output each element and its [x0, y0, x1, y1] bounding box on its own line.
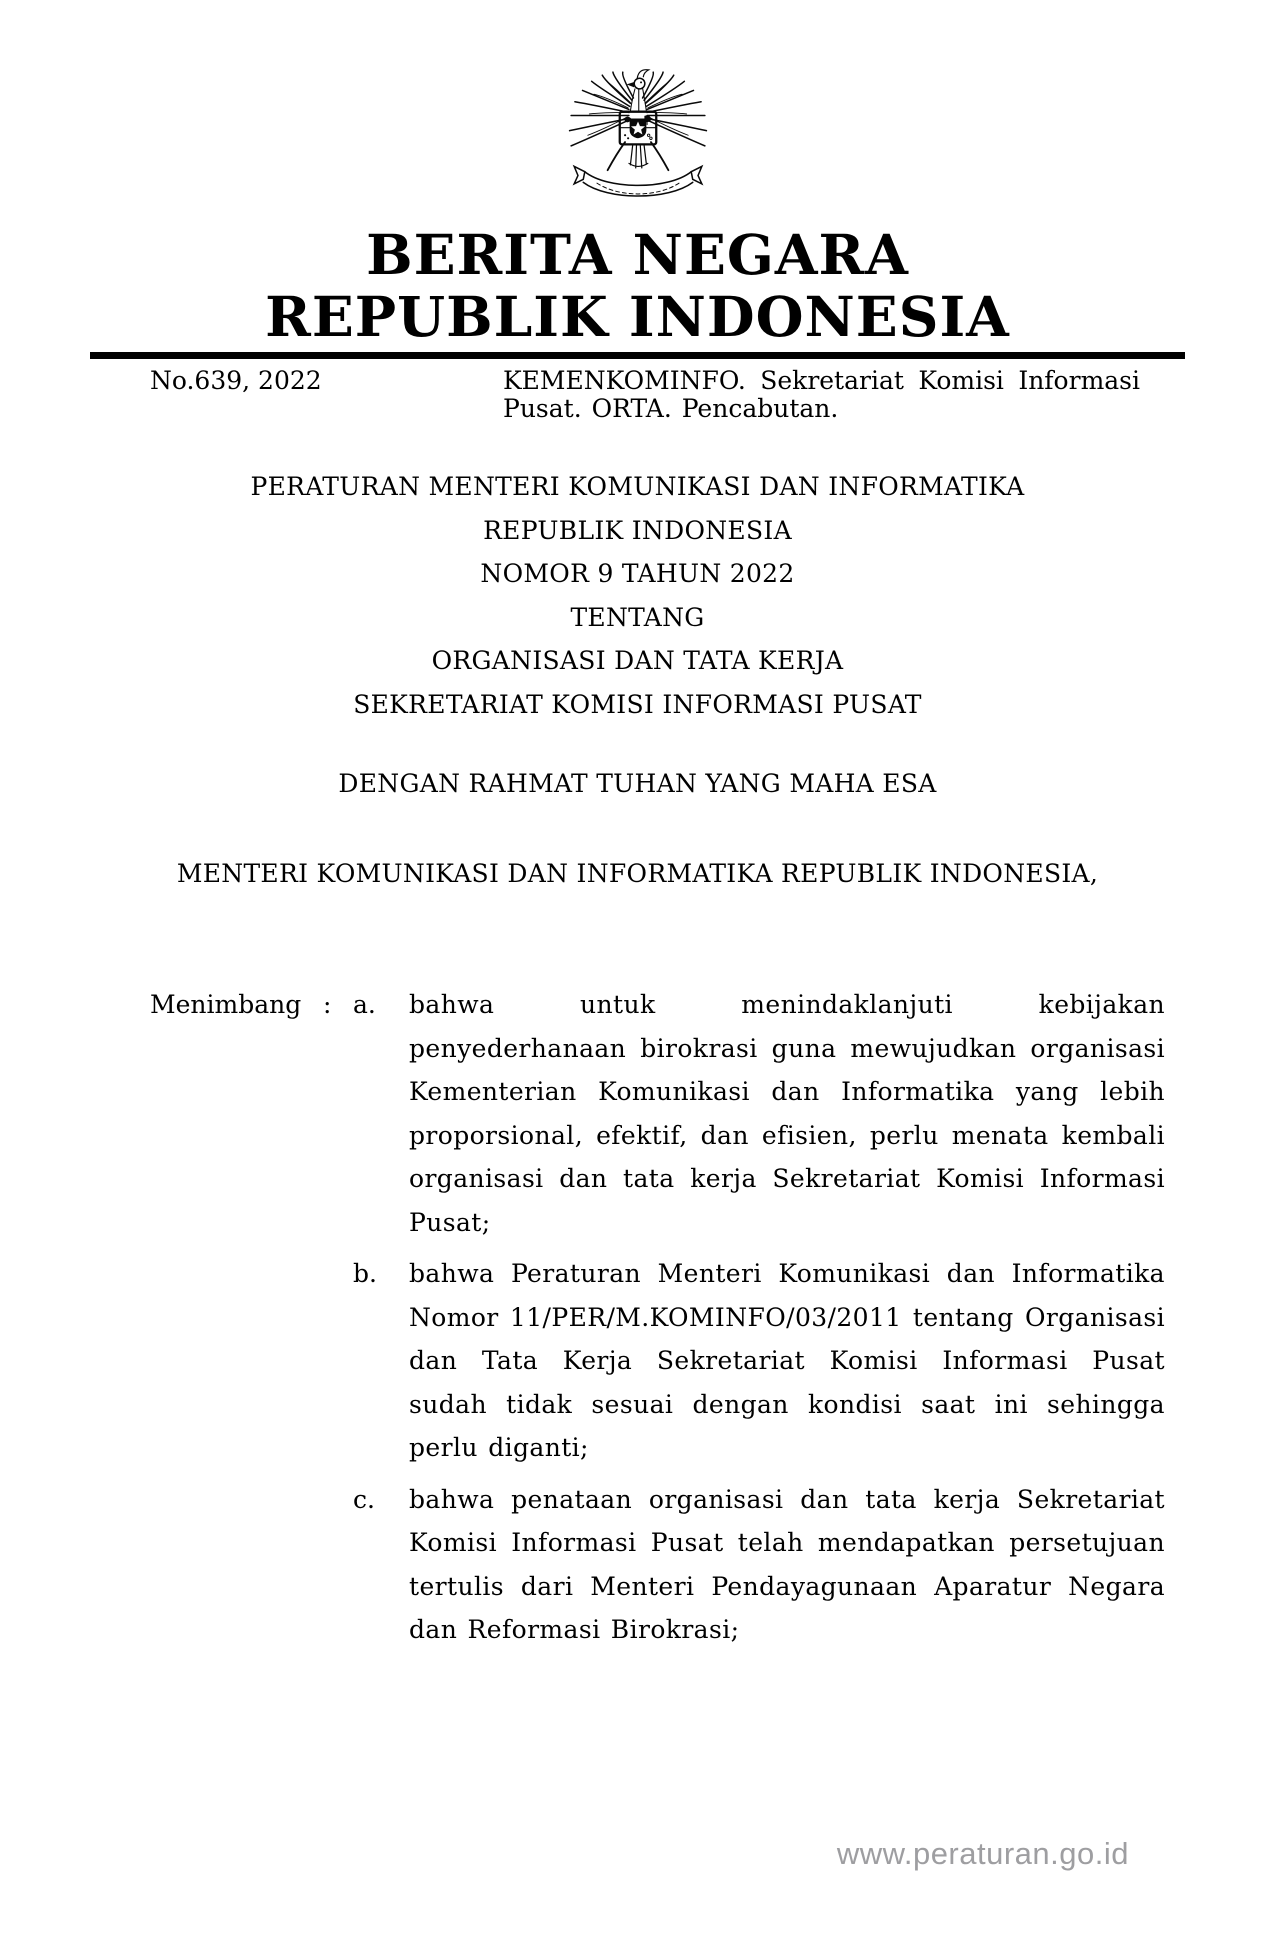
regulation-title-block — [0, 465, 1275, 726]
authority-line: MENTERI KOMUNIKASI DAN INFORMATIKA REPUBLIK INDONESIA, — [176, 858, 1099, 888]
gazette-header — [150, 367, 1140, 423]
regulation-title-line: REPUBLIK INDONESIA — [483, 515, 792, 545]
gazette-subject: KEMENKOMINFO. Sekretariat Komisi Informasi Pusat. ORTA. Pencabutan. — [503, 366, 1140, 423]
masthead-rule — [90, 352, 1185, 359]
considering-item — [150, 1478, 1165, 1652]
masthead-title-line2: REPUBLIK INDONESIA — [265, 284, 1010, 349]
considering-item-letter: a. — [353, 990, 376, 1019]
masthead-title-line1: BERITA NEGARA — [366, 222, 909, 287]
garuda-pancasila-emblem — [562, 60, 714, 212]
masthead — [0, 224, 1275, 348]
regulation-title-line: PERATURAN MENTERI KOMUNIKASI DAN INFORMATIKA — [250, 472, 1025, 501]
considering-label: Menimbang — [150, 990, 302, 1019]
left-wing — [569, 72, 633, 146]
pancasila-shield — [619, 112, 655, 145]
gazette-number: No.639, 2022 — [150, 366, 322, 395]
right-wing — [642, 72, 706, 146]
invocation-line: DENGAN RAHMAT TUHAN YANG MAHA ESA — [338, 769, 937, 798]
considering-item-letter: b. — [353, 1259, 377, 1288]
considering-item — [150, 1252, 1165, 1470]
considering-item-text: bahwa penataan organisasi dan tata kerja Sekretariat Komisi Informasi Pusat telah mendapatkan persetujuan tertulis dari Menteri Pendayagunaan Aparatur Negara dan Reformasi Birokrasi; — [409, 1484, 1165, 1644]
considering-item-text: bahwa Peraturan Menteri Komunikasi dan Informatika Nomor 11/PER/M.KOMINFO/03/2011 tentang Organisasi dan Tata Kerja Sekretariat Komisi Informasi Pusat sudah tidak sesuai dengan kondisi saat ini sehingga perlu diganti; — [409, 1259, 1165, 1462]
eagle-head — [626, 70, 648, 89]
considering-item-letter: c. — [353, 1484, 375, 1514]
considering-item-text: bahwa untuk menindaklanjuti kebijakan penyederhanaan birokrasi guna mewujudkan organisasi Kementerian Komunikasi dan Informatika yang lebih proporsional, efektif, dan efisien, perlu menata kembali organisasi dan tata kerja Sekretariat Komisi Informasi Pusat; — [409, 990, 1165, 1237]
considering-section — [150, 983, 1165, 1652]
ribbon-banner — [574, 166, 702, 196]
regulation-title-line: ORGANISASI DAN TATA KERJA — [431, 646, 844, 675]
watermark: www.peraturan.go.id — [836, 1836, 1129, 1871]
regulation-title-line: NOMOR 9 TAHUN 2022 — [480, 559, 795, 588]
considering-colon: : — [323, 990, 332, 1019]
regulation-title-line: TENTANG — [570, 602, 705, 632]
regulation-title-line: SEKRETARIAT KOMISI INFORMASI PUSAT — [353, 689, 922, 719]
considering-item — [150, 983, 1165, 1244]
